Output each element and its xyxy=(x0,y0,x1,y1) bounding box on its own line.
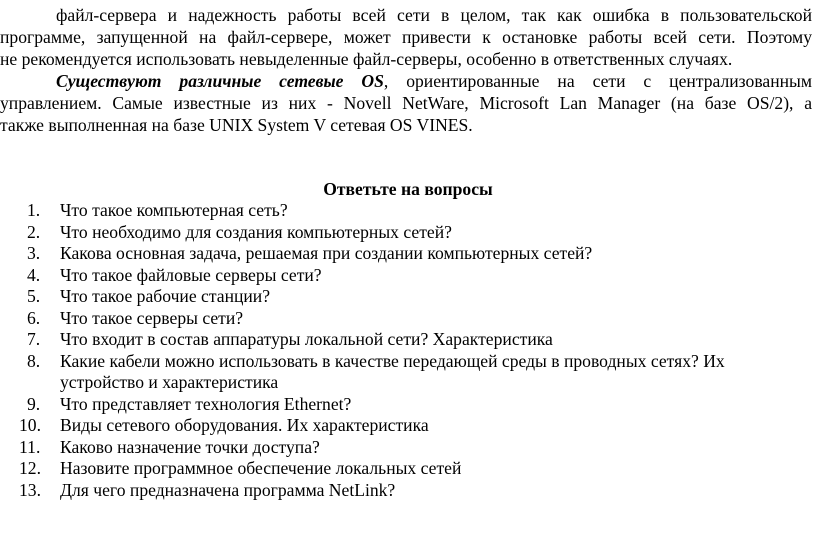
question-text: Что такое рабочие станции? xyxy=(60,286,271,306)
question-text: Что представляет технология Ethernet? xyxy=(60,393,352,414)
question-number: 8. xyxy=(27,350,41,371)
question-item xyxy=(0,308,800,330)
question-text: Какие кабели можно использовать в качестве передающей среды в проводных сетях? Их xyxy=(60,350,725,371)
question-text: Назовите программное обеспечение локальных сетей xyxy=(60,458,462,478)
question-item xyxy=(0,351,800,394)
questions-title: Ответьте на вопросы xyxy=(323,179,493,199)
paragraph2-line3: также выполненная на базе UNIX System V сетевая OS VINES. xyxy=(0,115,473,135)
paragraph2-emphasis: Существуют различные сетевые OS xyxy=(56,71,384,91)
question-number: 6. xyxy=(27,307,41,328)
question-number: 12. xyxy=(19,458,41,478)
question-item xyxy=(0,200,800,222)
question-number: 13. xyxy=(19,479,41,500)
question-text: Что такое компьютерная сеть? xyxy=(60,200,288,220)
question-number: 7. xyxy=(27,329,41,349)
paragraph1-line2: программе, запущенной на файл-сервере, может привести к остановке работы всей сети. Поэтому xyxy=(0,27,812,47)
question-item xyxy=(0,437,800,459)
question-number: 9. xyxy=(27,393,41,414)
questions-list xyxy=(0,200,816,501)
question-text: Что входит в состав аппаратуры локальной сети? Характеристика xyxy=(60,329,553,349)
question-text: Что такое серверы сети? xyxy=(60,307,244,328)
question-item xyxy=(0,415,800,437)
question-number: 4. xyxy=(27,264,41,285)
question-text: Виды сетевого оборудования. Их характеристика xyxy=(60,415,429,435)
question-item xyxy=(0,394,800,416)
question-item xyxy=(0,265,800,287)
question-text: Какова основная задача, решаемая при создании компьютерных сетей? xyxy=(60,243,593,263)
paragraph2-line2: управлением. Самые известные из них - Novell NetWare, Microsoft Lan Manager (на базе OS/2), а xyxy=(0,93,812,113)
question-number: 5. xyxy=(27,286,41,306)
paragraph2-line1-rest: , ориентированные на сети с централизованным xyxy=(383,71,812,91)
paragraph1-line1: файл-сервера и надежность работы всей сети в целом, так как ошибка в пользовательской xyxy=(56,5,812,25)
question-number: 1. xyxy=(27,200,41,220)
question-text-continuation: устройство и характеристика xyxy=(60,372,279,392)
question-item xyxy=(0,329,800,351)
question-text: Что такое файловые серверы сети? xyxy=(60,264,322,285)
question-item xyxy=(0,458,800,480)
question-item xyxy=(0,286,800,308)
question-text: Для чего предназначена программа NetLink? xyxy=(60,479,396,500)
question-text: Каково назначение точки доступа? xyxy=(60,436,320,457)
question-item xyxy=(0,480,800,502)
paragraph1-line3: не рекомендуется использовать невыделенные файл-серверы, особенно в ответственных случаях. xyxy=(0,49,733,69)
question-number: 3. xyxy=(27,243,41,263)
question-number: 2. xyxy=(27,221,41,242)
question-item xyxy=(0,243,800,265)
question-number: 10. xyxy=(19,415,41,435)
paragraph2-line1 xyxy=(56,70,812,92)
question-number: 11. xyxy=(19,436,41,457)
question-item xyxy=(0,222,800,244)
question-text: Что необходимо для создания компьютерных сетей? xyxy=(60,221,452,242)
